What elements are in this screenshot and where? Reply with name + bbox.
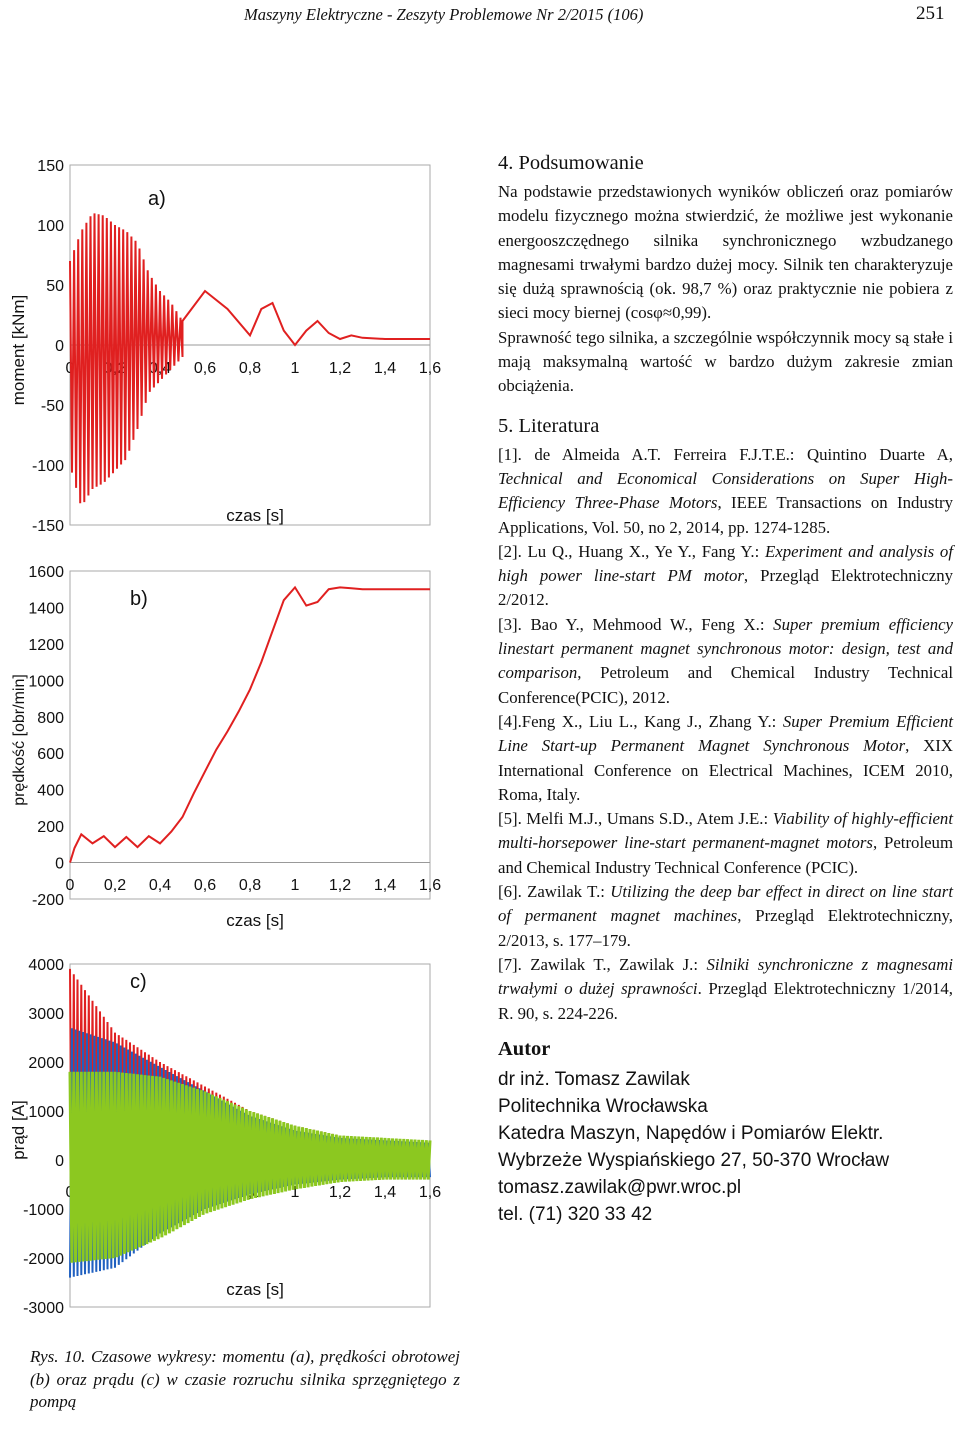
y-tick-label: 50: [46, 278, 64, 295]
y-axis-label: prędkość [obr/min]: [11, 674, 28, 806]
reference-item: [498, 953, 953, 1026]
y-tick-label: -150: [31, 518, 64, 535]
x-tick-label: 0,8: [238, 1184, 262, 1201]
x-tick-label: 0,6: [193, 1184, 217, 1201]
x-tick-label: 0,2: [103, 360, 127, 377]
y-tick-label: 1600: [28, 564, 64, 581]
x-tick-label: 1,2: [328, 877, 352, 894]
section-4-paragraph-1: Na podstawie przedstawionych wyników obliczeń oraz pomiarów modelu fizycznego można stwierdzić, że możliwe jest wykonanie energooszczędnego silnika synchronicznego wzbudzanego magnesami trwałymi bardzo dużej mocy. Silnik ten charakteryzuje się dużą sprawnością (ok. 98,7 %) oraz praktycznie nie pobiera z sieci mocy biernej (cosφ≈0,99).: [498, 182, 953, 323]
reference-title: Utilizing the deep bar effect in direct on line start of permanent magnet machines: [498, 882, 953, 926]
x-tick-label: 0,8: [238, 360, 262, 377]
x-tick-label: 0: [65, 877, 75, 894]
x-axis-label: czas [s]: [226, 1280, 284, 1299]
x-tick-label: 1,4: [373, 1184, 397, 1201]
y-tick-label: 1000: [28, 1104, 64, 1121]
x-tick-label: 1,2: [328, 360, 352, 377]
y-tick-label: -2000: [23, 1251, 64, 1268]
reference-item: [498, 807, 953, 880]
reference-source: , Przegląd Elektrotechniczny, 2/2013, s. 177–179.: [498, 906, 953, 950]
x-tick-label: 0,4: [148, 877, 172, 894]
page-number: 251: [916, 3, 945, 24]
chart-c: [0, 940, 480, 1325]
reference-authors: [2]. Lu Q., Huang X., Ye Y., Fang Y.:: [498, 541, 766, 561]
reference-authors: [7]. Zawilak T., Zawilak J.:: [498, 954, 707, 974]
x-tick-label: 1: [290, 877, 300, 894]
author-affiliation: Politechnika Wrocławska: [498, 1095, 708, 1117]
x-tick-label: 0,6: [193, 360, 217, 377]
y-tick-label: 0: [55, 1153, 64, 1170]
x-tick-label: 1,4: [373, 360, 397, 377]
y-tick-label: 0: [55, 855, 64, 873]
x-tick-label: 0,4: [148, 360, 172, 377]
y-tick-label: 0: [55, 338, 64, 355]
plot-area: [70, 571, 430, 899]
reference-title: Viability of highly-efficient multi-horsepower line-start permanent-magnet motors: [498, 809, 953, 853]
reference-source: , IEEE Transactions on Industry Applications, Vol. 50, no 2, 2014, pp. 1274-1285.: [498, 493, 953, 537]
author-block: [498, 1036, 953, 1228]
y-tick-label: -50: [40, 398, 64, 415]
reference-source: , XIX International Conference on Electrical Machines, ICEM 2010, Roma, Italy.: [498, 736, 954, 804]
x-axis-label: czas [s]: [226, 506, 284, 525]
section-4-title: 4. Podsumowanie: [498, 152, 644, 174]
author-address: Wybrzeże Wyspiańskiego 27, 50-370 Wrocław: [498, 1149, 890, 1171]
x-tick-label: 0,2: [103, 877, 127, 894]
reference-source: . Przegląd Elektrotechniczny 1/2014, R. 90, s. 224-226.: [498, 979, 953, 1023]
y-axis-label: prąd [A]: [9, 1100, 28, 1160]
x-axis-label: czas [s]: [226, 911, 284, 930]
figure-panel: [0, 140, 480, 1320]
reference-title: Silniki synchroniczne z magnesami trwałymi o dużej sprawności: [498, 954, 953, 999]
y-tick-label: 100: [37, 218, 64, 235]
reference-authors: [3]. Bao Y., Mehmood W., Feng X.:: [498, 614, 774, 634]
y-tick-label: -200: [31, 892, 64, 909]
x-tick-label: 1,2: [328, 1184, 352, 1201]
y-tick-label: -3000: [23, 1300, 64, 1317]
x-tick-label: 1,6: [418, 360, 442, 377]
figure-caption: Rys. 10. Czasowe wykresy: momentu (a), prędkości obrotowej (b) oraz prądu (c) w czasie rozruchu silnika sprzęgniętego z pompą: [30, 1347, 460, 1411]
reference-source: , Petroleum and Chemical Industry Technical Conference (PCIC).: [498, 833, 954, 877]
reference-authors: [6]. Zawilak T.:: [498, 882, 611, 902]
reference-title: Super premium efficiency linestart permanent magnet synchronous motor: design, test and comparison: [498, 614, 953, 683]
y-tick-label: 600: [37, 746, 64, 764]
x-tick-label: 0,8: [238, 877, 262, 894]
y-tick-label: 400: [37, 782, 64, 800]
x-tick-label: 1,4: [373, 877, 397, 894]
panel-label: c): [130, 971, 147, 993]
right-column: [498, 150, 953, 1228]
reference-authors: [1]. de Almeida A.T. Ferreira F.J.T.E.: Quintino Duarte A,: [498, 444, 953, 464]
author-name: dr inż. Tomasz Zawilak: [498, 1068, 690, 1090]
x-tick-label: 0,6: [193, 877, 217, 894]
panel-label: a): [148, 188, 166, 210]
y-tick-label: 200: [37, 819, 64, 837]
chart-b: [0, 545, 480, 940]
y-tick-label: 2000: [28, 1055, 64, 1072]
y-tick-label: 4000: [28, 957, 64, 974]
reference-item: [498, 540, 953, 613]
y-tick-label: 3000: [28, 1006, 64, 1023]
author-heading: Autor: [498, 1037, 551, 1060]
chart-a: [0, 140, 480, 540]
y-tick-label: 1200: [28, 636, 64, 654]
x-tick-label: 0,4: [148, 1184, 172, 1201]
reference-item: [498, 880, 953, 953]
reference-title: Experiment and analysis of high power line-start PM motor: [498, 541, 953, 586]
author-email[interactable]: tomasz.zawilak@pwr.wroc.pl: [498, 1176, 742, 1198]
panel-label: b): [130, 588, 148, 610]
x-tick-label: 0: [65, 1184, 75, 1201]
section-5-title: 5. Literatura: [498, 414, 600, 437]
x-tick-label: 1,6: [418, 877, 442, 894]
reference-title: Super Premium Efficient Line Start-up Permanent Magnet Synchronous Motor: [498, 711, 954, 756]
reference-item: [498, 443, 953, 540]
y-tick-label: 1400: [28, 600, 64, 618]
section-4-paragraph-2: Sprawność tego silnika, a szczególnie współczynnik mocy są stałe i mają maksymalną wartość w bardzo dużym zakresie zmian obciążenia.: [498, 327, 953, 396]
reference-source: , Przegląd Elektrotechniczny 2/2012.: [498, 566, 953, 610]
y-tick-label: 150: [37, 158, 64, 175]
reference-list: [498, 443, 953, 1026]
reference-item: [498, 613, 953, 710]
y-tick-label: -100: [31, 458, 64, 475]
x-tick-label: 1,6: [418, 1184, 442, 1201]
x-tick-label: 0,2: [103, 1184, 127, 1201]
y-tick-label: -1000: [23, 1202, 64, 1219]
reference-item: [498, 710, 953, 807]
x-tick-label: 0: [65, 360, 75, 377]
y-tick-label: 800: [37, 709, 64, 727]
author-phone: tel. (71) 320 33 42: [498, 1203, 653, 1225]
reference-source: , Petroleum and Chemical Industry Technical Conference(PCIC), 2012.: [498, 663, 953, 707]
page-header: [0, 2, 960, 28]
reference-title: Technical and Economical Considerations on Super High-Efficiency Three-Phase Motors: [498, 468, 953, 513]
reference-authors: [5]. Melfi M.J., Umans S.D., Atem J.E.:: [498, 809, 773, 829]
journal-title: Maszyny Elektryczne - Zeszyty Problemowe Nr 2/2015 (106): [244, 5, 644, 24]
reference-authors: [4].Feng X., Liu L., Kang J., Zhang Y.:: [498, 711, 783, 731]
x-tick-label: 1: [290, 1184, 300, 1201]
author-department: Katedra Maszyn, Napędów i Pomiarów Elektr.: [498, 1122, 884, 1144]
y-tick-label: 1000: [28, 673, 64, 691]
x-tick-label: 1: [290, 360, 300, 377]
y-axis-label: moment [kNm]: [9, 294, 28, 406]
